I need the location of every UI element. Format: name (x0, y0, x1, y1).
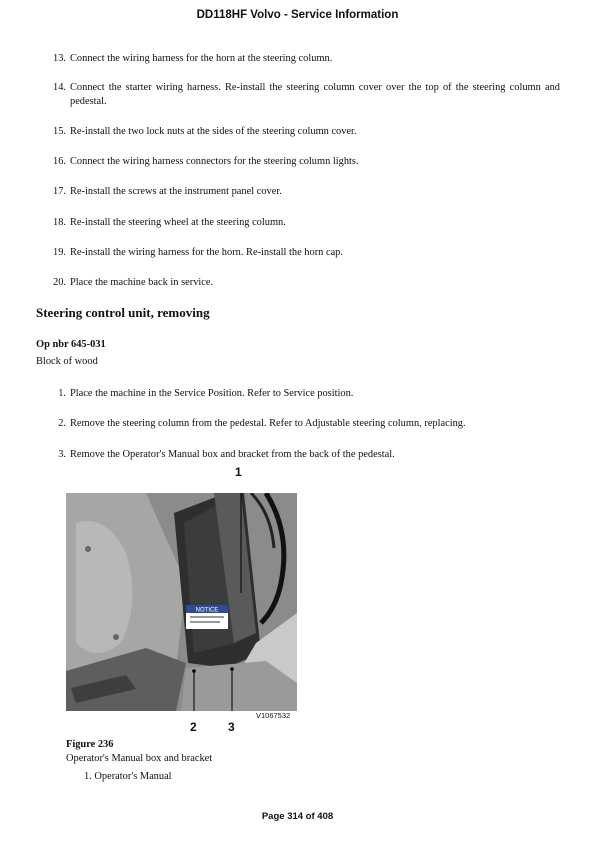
list-item (40, 276, 560, 290)
pedestal-illustration (66, 493, 297, 711)
list-item (40, 81, 560, 109)
required-tool: Block of wood (36, 356, 98, 367)
step-text: Re-install the screws at the instrument panel cover. (70, 186, 282, 197)
page-footer: Page 314 of 408 (261, 811, 334, 822)
step-text: Connect the wiring harness connectors for the steering column lights. (70, 156, 359, 167)
list-item (40, 246, 560, 260)
callout-1: 1 (235, 465, 242, 479)
page-header: DD118HF Volvo - Service Information (196, 9, 399, 21)
image-id: V1067532 (256, 711, 291, 720)
step-number: 14. (53, 82, 66, 93)
figure-caption: Figure 236 (66, 739, 114, 750)
step-number: 15. (53, 126, 66, 137)
step-number: 19. (53, 247, 66, 258)
step-text: Connect the starter wiring harness. Re-install the steering column cover over the top of the steering column and pedestal. (70, 82, 560, 107)
pedestal-photo (66, 493, 297, 711)
list-item (40, 417, 560, 431)
notice-label: NOTICE (195, 607, 219, 614)
step-text: Connect the wiring harness for the horn at the steering column. (70, 53, 333, 64)
step-text: Re-install the wiring harness for the horn. Re-install the horn cap. (70, 247, 343, 258)
step-number: 3. (58, 449, 66, 460)
callout-3: 3 (228, 720, 235, 734)
list-item (40, 387, 560, 401)
step-text: Place the machine in the Service Position. Refer to Service position. (70, 388, 354, 399)
step-number: 18. (53, 217, 66, 228)
callout-2: 2 (190, 720, 197, 734)
figure-236 (60, 465, 300, 740)
step-text: Remove the Operator's Manual box and bracket from the back of the pedestal. (70, 449, 395, 460)
step-number: 1. (58, 388, 66, 399)
step-text: Remove the steering column from the pedestal. Refer to Adjustable steering column, replacing. (70, 418, 466, 429)
list-item (40, 155, 560, 169)
list-item (40, 52, 560, 66)
step-number: 2. (58, 418, 66, 429)
step-number: 13. (53, 53, 66, 64)
operation-number: Op nbr 645-031 (36, 339, 106, 350)
list-item (40, 125, 560, 139)
step-number: 20. (53, 277, 66, 288)
list-item (40, 216, 560, 230)
list-item (40, 185, 560, 199)
step-text: Re-install the two lock nuts at the sides of the steering column cover. (70, 126, 357, 137)
figure-legend-item: 1. Operator's Manual (84, 771, 172, 782)
step-number: 16. (53, 156, 66, 167)
figure-description: Operator's Manual box and bracket (66, 753, 213, 764)
step-text: Place the machine back in service. (70, 277, 214, 288)
step-number: 17. (53, 186, 66, 197)
section-title: Steering control unit, removing (36, 305, 210, 320)
list-item (40, 448, 560, 462)
step-text: Re-install the steering wheel at the steering column. (70, 217, 286, 228)
